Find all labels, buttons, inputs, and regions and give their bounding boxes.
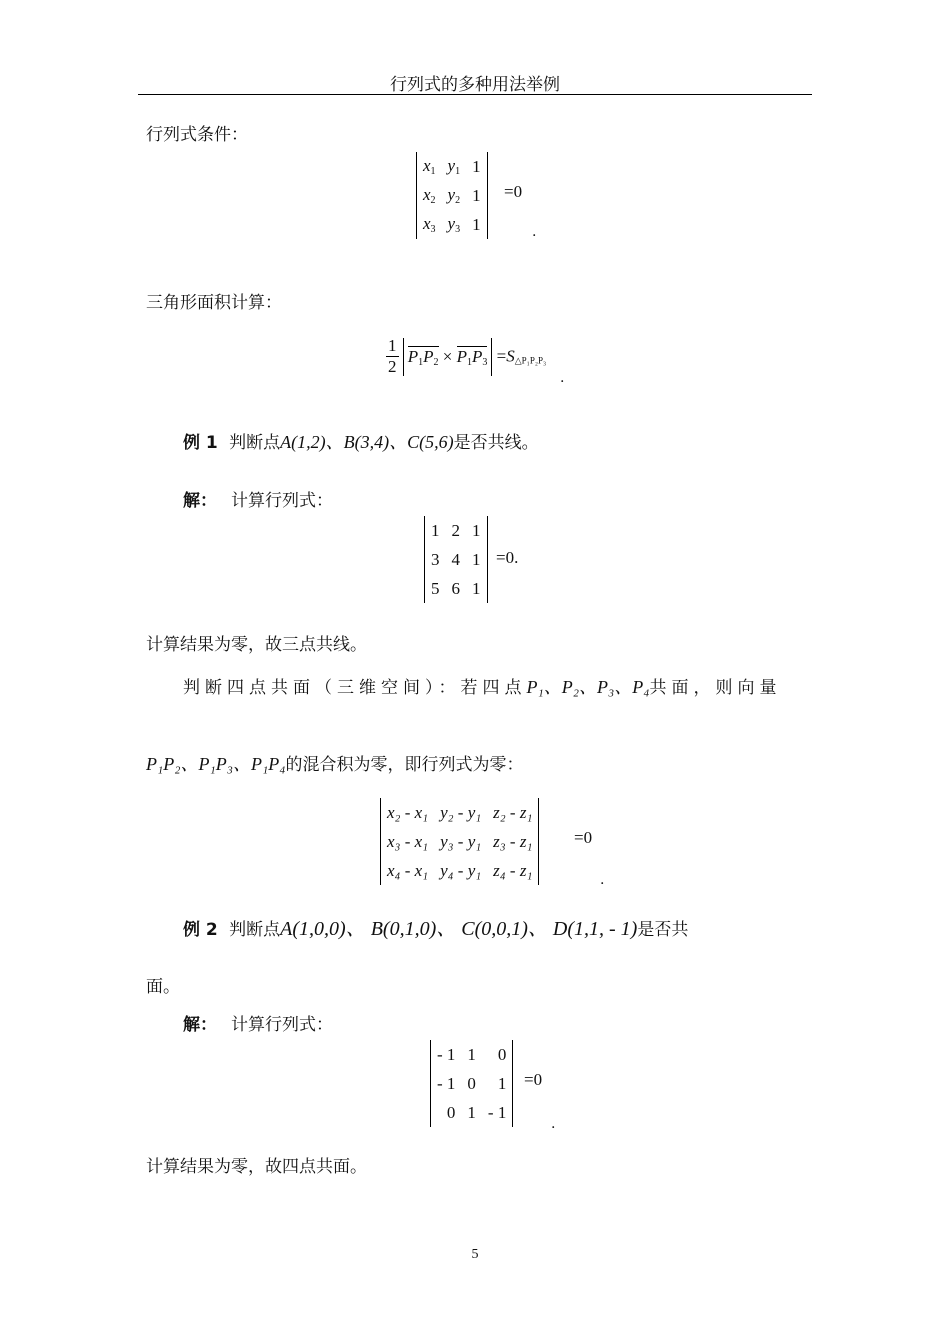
det1-cell: 1 xyxy=(472,214,481,234)
det1-end: . xyxy=(532,224,537,240)
area-formula: $\frac{1}{2}$ $P_1P_2 \times P_1P_3 =S_{\triangle P_1P_2P_3}$ xyxy=(388,336,547,376)
det2-cell: 1 xyxy=(472,578,481,598)
det3-cell: y₄ - y₁ xyxy=(440,860,482,880)
det4-cell: 1 xyxy=(467,1102,476,1122)
determinant-example-1 xyxy=(424,516,488,603)
det1-cell: $x_2$ xyxy=(423,185,436,206)
det4-cell: 0 xyxy=(467,1073,476,1093)
det3-cell: z₃ - z₁ xyxy=(493,831,533,851)
det4-rhs: =0 xyxy=(524,1070,543,1089)
det4-end: . xyxy=(551,1116,556,1132)
example-1: 例 1 判断点A(1,2)、B(3,4)、C(5,6)是否共线。 xyxy=(183,432,539,453)
det4-cell: 0 xyxy=(446,1102,456,1122)
det4-cell: 1 xyxy=(497,1073,507,1093)
example-2-wrap: 面。 xyxy=(146,977,180,997)
page-number: 5 xyxy=(471,1247,479,1262)
det2-cell: 1 xyxy=(472,520,481,540)
coplanar-paragraph-line1: 判断四点共面（三维空间）：若四点P₁、P₂、P₃、P₄共面，则向量 xyxy=(183,677,782,698)
det1-cell: $y_1$ xyxy=(447,156,461,177)
example-2-label: 例 2 xyxy=(183,920,218,940)
det4-cell: - 1 xyxy=(437,1073,456,1093)
solution-1: 解： 计算行列式： xyxy=(183,491,333,511)
det2-cell: 4 xyxy=(451,549,460,569)
det3-cell: z₂ - z₁ xyxy=(493,802,533,822)
det3-cell: y₂ - y₁ xyxy=(440,802,482,822)
det3-cell: x₃ - x₁ xyxy=(387,831,429,851)
det2-rhs: =0. xyxy=(496,548,519,567)
det1-cell: 1 xyxy=(472,185,481,205)
example-1-points: A(1,2)、B(3,4)、C(5,6) xyxy=(280,432,454,452)
det3-rhs: =0 xyxy=(574,828,593,847)
determinant-example-2 xyxy=(430,1040,513,1127)
det4-cell: 0 xyxy=(497,1044,507,1064)
header-rule xyxy=(138,94,812,95)
det4-cell: 1 xyxy=(467,1044,476,1064)
det2-cell: 2 xyxy=(451,520,460,540)
conclusion-2: 计算结果为零，故四点共面。 xyxy=(146,1157,367,1177)
area-formula-end: . xyxy=(560,370,565,386)
determinant-collinear-condition xyxy=(416,152,488,239)
det3-cell: x₂ - x₁ xyxy=(387,802,429,822)
section-label-determinant-condition: 行列式条件： xyxy=(146,125,248,145)
det3-cell: z₄ - z₁ xyxy=(493,860,533,880)
det1-cell: $x_1$ xyxy=(423,156,436,177)
det1-cell: $x_3$ xyxy=(423,214,436,235)
coplanar-paragraph-line2: P₁P₂、P₁P₃、P₁P₄的混合积为零，即行列式为零： xyxy=(146,754,524,775)
page-header: 行列式的多种用法举例 xyxy=(390,75,560,95)
det2-cell: 5 xyxy=(431,578,440,598)
example-2-points: A(1,0,0)、 B(0,1,0)、 C(0,0,1)、 D(1,1, - 1) xyxy=(280,918,638,940)
det1-cell: $y_3$ xyxy=(447,214,461,235)
determinant-coplanar-condition xyxy=(380,798,539,885)
section-label-triangle-area: 三角形面积计算： xyxy=(146,293,282,313)
det2-cell: 3 xyxy=(431,549,440,569)
det1-cell: 1 xyxy=(472,156,481,176)
det3-cell: y₃ - y₁ xyxy=(440,831,482,851)
det3-end: . xyxy=(600,872,605,888)
det3-cell: x₄ - x₁ xyxy=(387,860,429,880)
solution-2: 解： 计算行列式： xyxy=(183,1015,333,1035)
det4-cell: - 1 xyxy=(487,1102,507,1122)
det2-cell: 6 xyxy=(451,578,460,598)
det2-cell: 1 xyxy=(472,549,481,569)
conclusion-1: 计算结果为零，故三点共线。 xyxy=(146,635,367,655)
example-1-label: 例 1 xyxy=(183,433,218,453)
example-2: 例 2 判断点A(1,0,0)、 B(0,1,0)、 C(0,0,1)、 D(1,1, - 1)是否共 xyxy=(183,918,689,940)
det4-cell: - 1 xyxy=(437,1044,456,1064)
det1-rhs: =0 xyxy=(504,182,523,201)
det1-cell: $y_2$ xyxy=(447,185,461,206)
det2-cell: 1 xyxy=(431,520,440,540)
